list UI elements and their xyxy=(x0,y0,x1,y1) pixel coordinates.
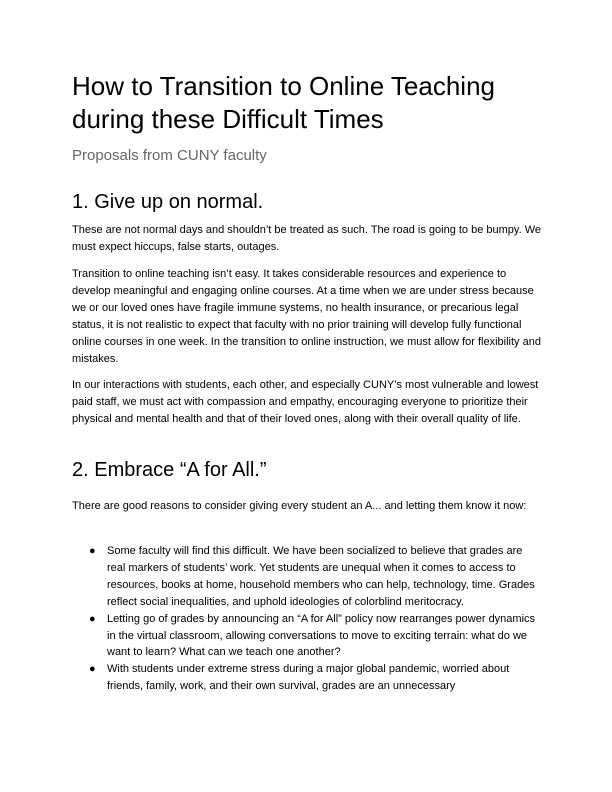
list-item-text: With students under extreme stress during a major global pandemic, worried about friends, family, work, and their own survival, grades are an unnecessary xyxy=(107,663,510,693)
list-item xyxy=(72,543,542,611)
list-item xyxy=(72,611,542,662)
list-item-text: Some faculty will find this difficult. We have been socialized to believe that grades are real markers of students’ work. Yet students are unequal when it comes to access to resources, books at home, household members who can help, technology, time. Grades reflect social inequalities, and uphold ideologies of colorblind meritocracy. xyxy=(107,545,535,608)
document-title: How to Transition to Online Teaching during these Difficult Times xyxy=(72,71,495,134)
section-heading-2: 2. Embrace “A for All.” xyxy=(72,459,267,481)
bullet-icon: ● xyxy=(89,545,96,557)
list-item xyxy=(72,661,542,695)
paragraph: Transition to online teaching isn’t easy. It takes considerable resources and experience to develop meaningful and engaging online courses. At a time when we are under stress because we or our loved ones have fragile immune systems, no health insurance, or precarious legal status, it is not realistic to expect that faculty with no prior training will develop fully functional online courses in one week. In the transition to online instruction, we must allow for flexibility and mistakes. xyxy=(72,268,541,365)
list-item-text: Letting go of grades by announcing an “A for All” policy now rearranges power dynamics in the virtual classroom, allowing conversations to move to exciting terrain: what do we want to learn? What can we teach one another? xyxy=(107,612,536,659)
paragraph: In our interactions with students, each other, and especially CUNY’s most vulnerable and lowest paid staff, we must act with compassion and empathy, encouraging everyone to prioritize their physical and mental health and that of their loved ones, along with their overall quality of life. xyxy=(72,379,539,425)
paragraph: There are good reasons to consider giving every student an A... and letting them know it now: xyxy=(72,500,527,512)
bullet-list xyxy=(72,543,542,695)
document-subtitle: Proposals from CUNY faculty xyxy=(72,147,267,164)
bullet-icon: ● xyxy=(89,612,96,625)
bullet-icon: ● xyxy=(89,663,96,676)
section-heading-1: 1. Give up on normal. xyxy=(72,191,264,213)
paragraph: These are not normal days and shouldn’t be treated as such. The road is going to be bumpy. We must expect hiccups, false starts, outages. xyxy=(72,224,542,253)
